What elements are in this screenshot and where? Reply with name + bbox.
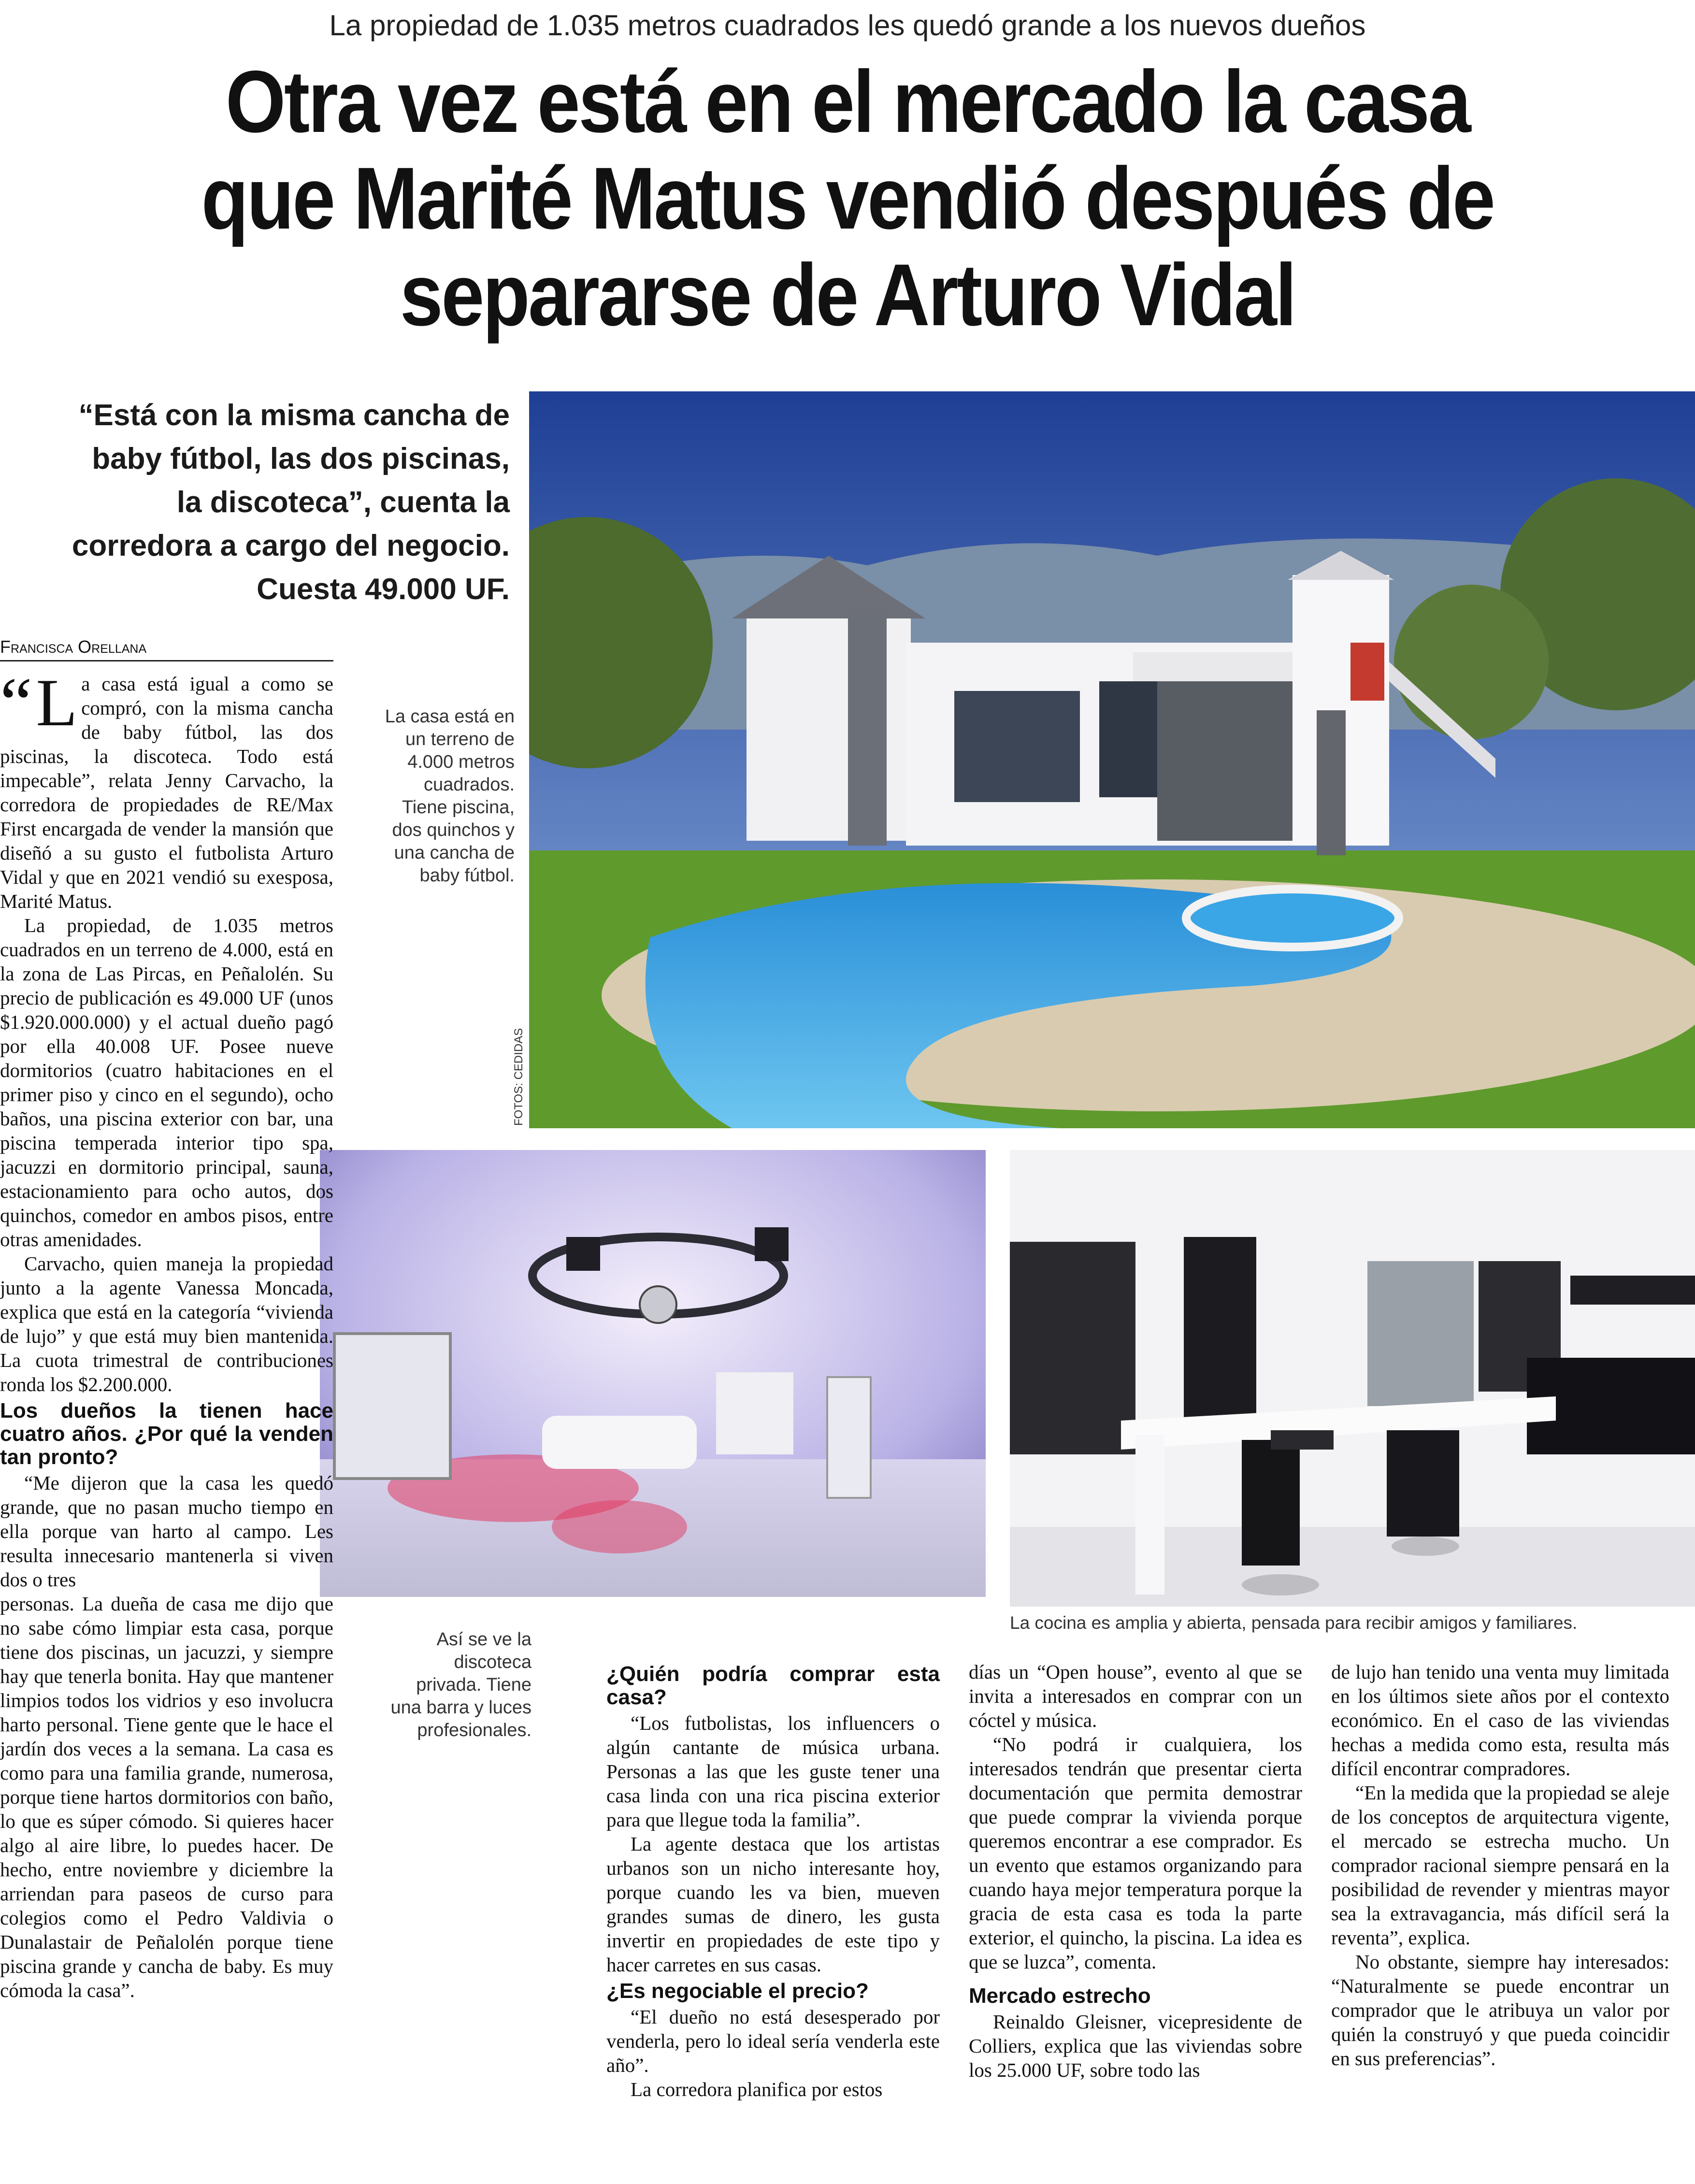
kitchen-illustration — [1010, 1150, 1695, 1607]
article-column-3 — [969, 1660, 1302, 2082]
question-heading: Los dueños la tienen hace cuatro años. ¿Por qué la venden tan pronto? — [0, 1399, 333, 1469]
article-column-1 — [0, 663, 333, 2002]
caption-disco: Así se ve la discoteca privada. Tiene una barra y luces profesionales. — [390, 1629, 531, 1740]
disco-illustration — [320, 1150, 986, 1597]
paragraph: de lujo han tenido una venta muy limitada en los últimos siete años por el contexto económico. En el caso de las viviendas hechas a medida como esta, resulta más difícil encontrar compradores. — [1331, 1661, 1669, 1780]
paragraph: “Los futbolistas, los influencers o algún cantante de música urbana. Personas a las que les guste tener una casa linda con una rica piscina exterior para que llegue toda la familia”. — [606, 1712, 940, 1831]
paragraph: No obstante, siempre hay interesados: “Naturalmente se puede encontrar un comprador que le atribuya un valor por quién la construyó y que pueda coincidir en sus preferencias”. — [1331, 1951, 1669, 2069]
paragraph: “En la medida que la propiedad se aleje de los conceptos de arquitectura vigente, el mercado se estrecha mucho. Un comprador racional siempre pensará en la posibilidad de revender y mientras mayor sea la extravagancia, más difícil será la reventa”, explica. — [1331, 1782, 1670, 1949]
paragraph: La corredora planifica por estos — [631, 2078, 883, 2100]
paragraph: personas. La dueña de casa me dijo que no sabe cómo limpiar esta casa, porque tiene dos piscinas, un jacuzzi, y siempre hay que tenerla bonita. Hay que mantener limpios todos los vidrios y eso involucra harto personal. Tiene gente que le hace el jardín dos veces a la semana. La casa es como para una familia grande, numerosa, porque tiene hartos dormitorios con baño, lo que es súper cómodo. Si quieres hacer algo al aire libre, lo puedes hacer. De hecho, entre noviembre y diciembre la arriendan para paseos de curso para colegios como el Pedro Valdivia o Dunalastair de Peñalolén porque tiene piscina grande y cancha de baby. Es muy cómoda la casa”. — [0, 1593, 333, 2001]
deck-line: Cuesta 49.000 UF. — [257, 573, 510, 606]
house-pool-illustration — [529, 391, 1695, 1128]
headline-line-1: Otra vez está en el mercado la casa — [225, 52, 1470, 151]
headline-line-3: separarse de Arturo Vidal — [400, 245, 1295, 344]
paragraph: Reinaldo Gleisner, vicepresidente de Colliers, explica que las viviendas sobre los 25.000 UF, sobre todo las — [969, 2011, 1302, 2081]
caption-kitchen: La cocina es amplia y abierta, pensada para recibir amigos y familiares. — [1010, 1613, 1578, 1633]
disco-photo — [320, 1150, 986, 1597]
paragraph: “Me dijeron que la casa les quedó grande, que no pasan mucho tiempo en ella porque van harto al campo. Les resulta innecesario mantenerla si viven dos o tres — [0, 1472, 333, 1591]
house-pool-photo — [529, 391, 1695, 1128]
article-column-4 — [1331, 1660, 1669, 2070]
deck — [19, 394, 510, 611]
byline: Francisca Orellana — [0, 637, 333, 661]
drop-quote-mark: “ — [0, 663, 32, 743]
question-heading: ¿Es negociable el precio? — [606, 1979, 869, 2003]
kicker: La propiedad de 1.035 metros cuadrados les quedó grande a los nuevos dueños — [329, 9, 1366, 42]
paragraph: La propiedad, de 1.035 metros cuadrados en un terreno de 4.000, está en la zona de Las Pircas, en Peñalolén. Su precio de publicación es 49.000 UF (unos $1.920.000.000) y el actual dueño pagó por ella 40.008 UF. Posee nueve dormitorios (cuatro habitaciones en el primer piso y cinco en el segundo), ocho baños, una piscina exterior con bar, una piscina temperada interior tipo spa, jacuzzi en dormitorio principal, sauna, estacionamiento para ocho autos, dos quinchos, comedor en ambos pisos, entre otras amenidades. — [0, 914, 333, 1250]
paragraph: Carvacho, quien maneja la propiedad junto a la agente Vanessa Moncada, explica que está en la categoría “vivienda de lujo” y que está muy bien mantenida. La cuota trimestral de contribuciones ronda los $2.200.000. — [0, 1252, 333, 1395]
caption-house: La casa está en un terreno de 4.000 metros cuadrados. Tiene piscina, dos quinchos y una cancha de baby fútbol. — [385, 706, 515, 886]
subheading: Mercado estrecho — [969, 1984, 1151, 2008]
photo-credit: FOTOS: CEDIDAS — [512, 1028, 525, 1126]
headline-line-2: que Marité Matus vendió después de — [201, 149, 1494, 247]
headline — [127, 53, 1567, 343]
article-column-2 — [606, 1660, 940, 2101]
paragraph: a casa está igual a como se compró, con la misma cancha de baby fútbol, las dos piscinas, la discoteca. Todo está impecable”, relata Jenny Carvacho, la corredora de propiedades de RE/Max First encargada de vender la mansión que diseñó a su gusto el futbolista Arturo Vidal y que en 2021 vendió su exesposa, Marité Matus. — [0, 673, 333, 912]
deck-line: “Está con la misma cancha de — [78, 399, 510, 432]
deck-line: corredora a cargo del negocio. — [72, 529, 510, 562]
deck-line: la discoteca”, cuenta la — [176, 486, 510, 519]
paragraph: La agente destaca que los artistas urbanos son un nicho interesante hoy, porque cuando les va bien, mueven grandes sumas de dinero, les gusta invertir en propiedades de este tipo y hacer carretes en sus casas. — [606, 1833, 940, 1976]
deck-line: baby fútbol, las dos piscinas, — [92, 442, 510, 475]
paragraph: “El dueño no está desesperado por venderla, pero lo ideal sería venderla este año”. — [606, 2006, 940, 2076]
question-heading: ¿Quién podría comprar esta casa? — [606, 1662, 940, 1709]
paragraph: días un “Open house”, evento al que se invita a interesados en comprar con un cóctel y música. — [969, 1661, 1302, 1731]
drop-cap: L — [36, 665, 78, 740]
paragraph: “No podrá ir cualquiera, los interesados tendrán que presentar cierta documentación que permita demostrar que puede comprar la vivienda porque queremos encontrar a ese comprador. Es un evento que estamos organizando para cuando haya mejor temperatura porque la gracia de esta casa es toda la parte exterior, el quincho, la piscina. La idea es que se luzca”, comenta. — [969, 1733, 1302, 1973]
kitchen-photo — [1010, 1150, 1695, 1607]
